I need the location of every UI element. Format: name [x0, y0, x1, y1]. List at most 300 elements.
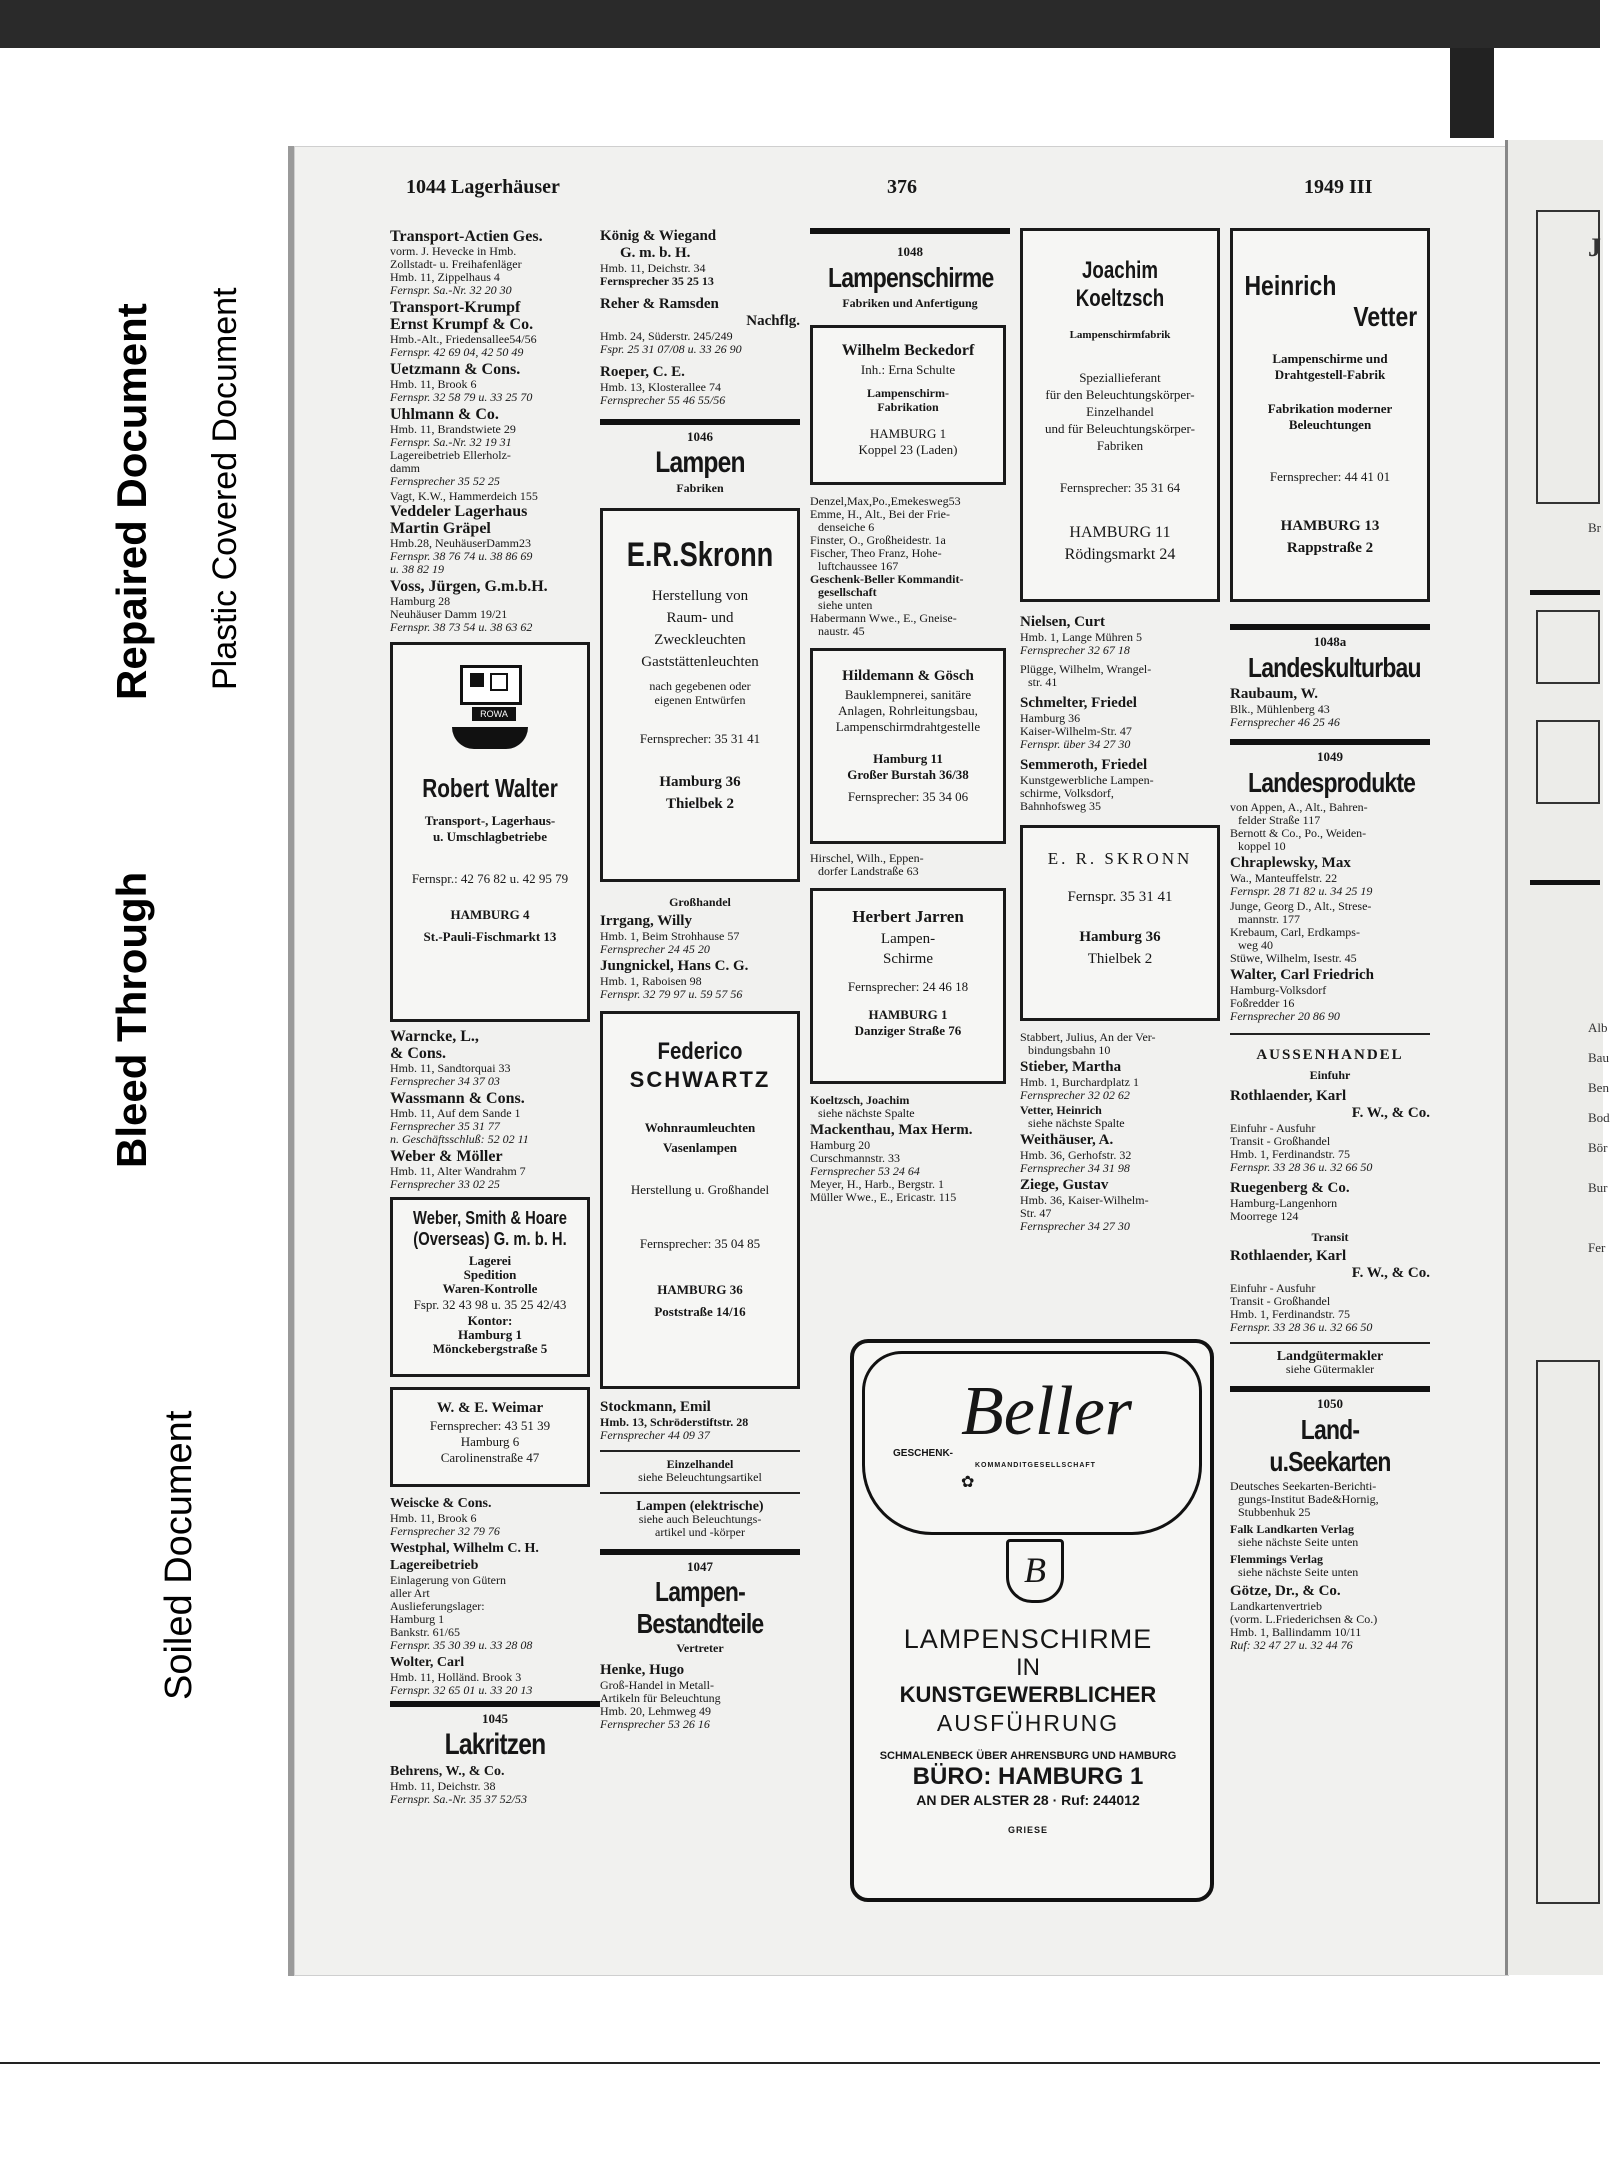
listing-entry: [1230, 855, 1430, 898]
entry-line: Hmb. 11, Alter Wandrahm 7: [390, 1164, 526, 1178]
entry-line: Hmb. 11, Brandstwiete 29: [390, 422, 516, 436]
listing-entry: [600, 228, 800, 288]
side-label-repaired: Repaired Document: [108, 303, 155, 700]
section-rule: [600, 419, 800, 425]
entry-phone: Fernsprecher 55 46 55/56: [600, 393, 726, 407]
side-label-soiled: Soiled Document: [158, 1410, 200, 1700]
ad-hildemann-goesch: [810, 648, 1006, 844]
entry-name: Schmelter, Friedel: [1020, 695, 1137, 711]
entry-phone: Fernspr. 32 65 01 u. 33 20 13: [390, 1683, 533, 1697]
beller-line: BÜRO: HAMBURG 1: [912, 1763, 1144, 1790]
entry-phone: Fernspr. 33 28 36 u. 32 66 50: [1230, 1160, 1373, 1174]
entry-line: Bahnhofsweg 35: [1020, 799, 1101, 813]
adjacent-box: [1536, 1360, 1600, 1904]
entry-phone: Fernsprecher 34 27 30: [1020, 1219, 1130, 1233]
entry-name: Semmeroth, Friedel: [1020, 757, 1148, 773]
ad-herbert-jarren: [810, 888, 1006, 1084]
adjacent-text: Br: [1588, 520, 1601, 535]
column-3: [810, 228, 1010, 1206]
ad-line: eigenen Entwürfen: [654, 693, 746, 707]
header-left: 1044 Lagerhäuser: [406, 176, 560, 198]
side-label-bleed: Bleed Through: [108, 871, 155, 1168]
listing-entry: [1020, 695, 1220, 751]
entry-name: Rothlaender, Karl: [1230, 1248, 1347, 1264]
header-right: 1949 III: [1304, 176, 1373, 198]
entry-line: Hmb. 13, Schröderstiftstr. 28: [600, 1415, 749, 1429]
listing-entry: [810, 1122, 1010, 1204]
entry-phone: Fernsprecher 35 52 25: [390, 474, 500, 488]
ad-line: Bauklempnerei, sanitäre: [844, 687, 972, 702]
entry-name: König & Wiegand: [600, 228, 717, 244]
entry-name: Stieber, Martha: [1020, 1059, 1122, 1075]
section-subtitle: Fabriken und Anfertigung: [842, 296, 978, 310]
ad-phone: Fernsprecher: 35 34 06: [847, 789, 969, 804]
ad-line: Einzelhandel: [1086, 404, 1154, 419]
entry-line: Curschmannstr. 33: [810, 1151, 900, 1165]
entry-name: G. m. b. H.: [620, 245, 691, 261]
entry-name: Behrens, W., & Co.: [390, 1764, 505, 1779]
ad-line: Lampenschirmfabrik: [1069, 329, 1171, 341]
section-number: 1049: [1317, 749, 1343, 764]
ad-line: Beleuchtungen: [1288, 417, 1372, 432]
listing-entry: [390, 503, 600, 576]
subsection-label: Großhandel: [669, 895, 731, 909]
ad-city: Hamburg 11: [873, 751, 943, 766]
entry-line: Hmb. 24, Süderstr. 245/249: [600, 329, 733, 343]
ad-line: Inh.: Erna Schulte: [860, 362, 956, 377]
cross-reference: [1230, 1342, 1430, 1376]
ad-er-skronn: [600, 508, 800, 882]
entry-line: Groß-Handel in Metall-: [600, 1678, 714, 1692]
entry-line: Hmb. 20, Lehmweg 49: [600, 1704, 711, 1718]
entry-line: siehe nächste Spalte: [818, 1106, 915, 1120]
entry-line: mannstr. 177: [1238, 912, 1300, 926]
listing-entry: [390, 1028, 600, 1088]
ad-address: Carolinenstraße 47: [440, 1450, 540, 1465]
ad-city: HAMBURG 1: [869, 426, 947, 441]
entry-phone: Fernsprecher 34 37 03: [390, 1074, 500, 1088]
listing-entry: [1230, 1248, 1430, 1334]
entry-line: Transit - Großhandel: [1230, 1294, 1331, 1308]
listing-entry: [1230, 801, 1430, 853]
entry-phone: Fernsprecher 35 31 77: [390, 1119, 500, 1133]
entry-name: Ernst Krumpf & Co.: [390, 316, 534, 333]
beller-line: KUNSTGEWERBLICHER: [899, 1682, 1157, 1707]
ad-address: St.-Pauli-Fischmarkt 13: [423, 929, 557, 944]
entry-name: Stockmann, Emil: [600, 1399, 711, 1415]
ad-line: Zweckleuchten: [654, 632, 746, 648]
entry-name: Veddeler Lagerhaus: [390, 503, 528, 520]
entry-line: (vorm. L.Friederichsen & Co.): [1230, 1612, 1378, 1626]
section-rule: [1230, 1386, 1430, 1392]
listing-entry: [1230, 967, 1430, 1023]
entry-name: Lagereibetrieb: [390, 1558, 479, 1573]
ad-city: HAMBURG 13: [1280, 518, 1380, 534]
listing-entry: [1230, 1523, 1430, 1549]
entry-line: Hmb. 1, Lange Mühren 5: [1020, 630, 1142, 644]
entry-name: Irrgang, Willy: [600, 913, 692, 929]
entry-phone: Fernsprecher 53 26 16: [600, 1717, 710, 1731]
entry-line: Hmb. 1, Ferdinandstr. 75: [1230, 1147, 1350, 1161]
entry-phone: Fernsprecher 32 67 18: [1020, 643, 1130, 657]
listing-entry: [390, 228, 600, 297]
ad-line: Gaststättenleuchten: [641, 654, 759, 670]
entry-line: denseiche 6: [818, 520, 875, 534]
entry-phone: Ruf: 32 47 27 u. 32 44 76: [1230, 1638, 1353, 1652]
beller-line: SCHMALENBECK ÜBER AHRENSBURG UND HAMBURG: [879, 1750, 1177, 1762]
ad-er-skronn-small: [1020, 825, 1220, 1021]
entry-name: gesellschaft: [818, 585, 877, 599]
listing-entry: [1230, 1480, 1430, 1519]
entry-phone: Fernspr. 33 28 36 u. 32 66 50: [1230, 1320, 1373, 1334]
ad-phone: Fernsprecher: 24 46 18: [847, 979, 969, 994]
beller-logo-text: Beller: [961, 1373, 1133, 1450]
entry-line: Hmb. 11, Zippelhaus 4: [390, 270, 500, 284]
column-2: [600, 228, 800, 1733]
listing-entry: [600, 913, 800, 956]
entry-line: siehe auch Beleuchtungs-: [638, 1512, 762, 1526]
entry-line: Hmb. 11, Auf dem Sande 1: [390, 1106, 521, 1120]
ad-city: Hamburg 36: [659, 774, 741, 790]
directory-page: [288, 146, 1509, 1976]
entry-name: & Cons.: [390, 1045, 447, 1062]
entry-name: Weithäuser, A.: [1020, 1132, 1114, 1148]
section-title: Lampenschirme: [828, 262, 994, 293]
entry-phone: Fernspr. 42 69 04, 42 50 49: [390, 345, 524, 359]
listing-entry: [1020, 1132, 1220, 1175]
ad-title: Robert Walter: [422, 773, 558, 803]
rowa-logo-icon: [452, 665, 528, 755]
ad-address: Thielbek 2: [666, 796, 734, 812]
entry-phone: Fernsprecher 53 24 64: [810, 1164, 920, 1178]
section-rule: [1230, 739, 1430, 745]
listing-entry: [600, 296, 800, 356]
ad-title: Federico: [657, 1038, 743, 1065]
entry-line: Einfuhr - Ausfuhr: [1230, 1281, 1316, 1295]
ad-line: Fabriken: [1096, 438, 1144, 453]
entry-phone: n. Geschäftsschluß: 52 02 11: [390, 1132, 529, 1146]
adjacent-text: Bod: [1588, 1110, 1610, 1125]
adjacent-page: [1505, 140, 1610, 1975]
section-rule: [810, 228, 1010, 234]
listing-entry: [390, 1763, 600, 1806]
section-title: Lakritzen: [444, 1728, 546, 1761]
entry-line: von Appen, A., Alt., Bahren-: [1230, 800, 1368, 814]
ad-address: Thielbek 2: [1087, 951, 1153, 967]
entry-name: Warncke, L.,: [390, 1028, 479, 1045]
beller-logo-frame: [862, 1351, 1202, 1535]
ad-city: Hamburg 6: [460, 1434, 520, 1449]
entry-name: Falk Landkarten Verlag: [1230, 1522, 1355, 1536]
ad-weber-smith-hoare: [390, 1197, 590, 1377]
entry-line: Emme, H., Alt., Bei der Frie-: [810, 507, 950, 521]
ad-line: Wohnraumleuchten: [644, 1120, 756, 1135]
ad-weimar: [390, 1387, 590, 1487]
entry-line: Hamburg 36: [1020, 711, 1081, 725]
beller-text: [854, 1623, 1202, 1835]
entry-line: Transit - Großhandel: [1230, 1134, 1331, 1148]
entry-phone: Fernsprecher 46 25 46: [1230, 715, 1340, 729]
ad-line: und für Beleuchtungskörper-: [1045, 421, 1195, 436]
entry-name: Transport-Krumpf: [390, 299, 521, 316]
cross-reference: [600, 1492, 800, 1539]
subsection-title: AUSSENHANDEL: [1256, 1047, 1404, 1063]
entry-line: Einfuhr - Ausfuhr: [1230, 1121, 1316, 1135]
entry-line: Lagereibetrieb Ellerholz-: [390, 448, 511, 462]
beller-geschenk: GESCHENK-: [893, 1448, 954, 1459]
entry-line: koppel 10: [1238, 839, 1286, 853]
entry-line: Fischer, Theo Franz, Hohe-: [810, 546, 942, 560]
entry-line: Auslieferungslager:: [390, 1599, 485, 1613]
column-1: [390, 228, 600, 1808]
entry-line: siehe nächste Seite unten: [1238, 1565, 1359, 1579]
entry-line: Hmb. 11, Brook 6: [390, 1511, 477, 1525]
entry-line: aller Art: [390, 1586, 430, 1600]
ad-address: Rödingsmarkt 24: [1064, 546, 1176, 563]
adjacent-text: Ben: [1588, 1080, 1609, 1095]
entry-line: damm: [390, 461, 420, 475]
listing-entry: [600, 1662, 800, 1731]
ad-line: Spedition: [463, 1267, 517, 1282]
entry-line: schirme, Volksdorf,: [1020, 786, 1114, 800]
entry-line: Stüwe, Wilhelm, Isestr. 45: [1230, 951, 1357, 965]
ad-city: HAMBURG 11: [1069, 524, 1171, 541]
ad-phone: Fernsprecher: 35 31 64: [1059, 480, 1181, 495]
entry-name: Henke, Hugo: [600, 1662, 685, 1678]
entry-line: Junge, Georg D., Alt., Strese-: [1230, 899, 1372, 913]
subsection-label: Einfuhr: [1309, 1068, 1351, 1082]
binding-strip: [1450, 48, 1494, 138]
logo-text: ROWA: [472, 707, 516, 721]
listing-entry: [390, 578, 600, 634]
entry-name: Ziege, Gustav: [1020, 1177, 1109, 1193]
entry-line: Hmb. 13, Klosterallee 74: [600, 380, 721, 394]
ad-phone: Fernsprecher: 35 31 41: [639, 731, 761, 746]
entry-phone: Fernspr. 32 58 79 u. 33 25 70: [390, 390, 533, 404]
ad-line: Herstellung u. Großhandel: [630, 1182, 770, 1197]
ad-city: HAMBURG 1: [868, 1007, 948, 1022]
entry-line: Hmb.-Alt., Friedensallee54/56: [390, 332, 537, 346]
entry-line: vorm. J. Hevecke in Hmb.: [390, 244, 517, 258]
entry-phone: Fernspr. Sa.-Nr. 32 20 30: [390, 283, 512, 297]
ad-phone: Fernspr.: 42 76 82 u. 42 95 79: [411, 871, 569, 886]
entry-name: Rothlaender, Karl: [1230, 1088, 1347, 1104]
entry-line: Landkartenvertrieb: [1230, 1599, 1322, 1613]
listing-entry: [1020, 1031, 1220, 1057]
entry-line: artikel und -körper: [655, 1525, 745, 1539]
entry-name: Uetzmann & Cons.: [390, 361, 521, 378]
entry-line: Vagt, K.W., Hammerdeich 155: [390, 489, 538, 503]
listing-entry: [1020, 663, 1220, 689]
top-dark-band: [0, 0, 1600, 48]
clover-icon: ✿: [961, 1474, 975, 1491]
ad-title: Wilhelm Beckedorf: [841, 342, 975, 359]
ad-title: Vetter: [1353, 301, 1418, 332]
entry-line: bindungsbahn 10: [1028, 1043, 1111, 1057]
entry-name: Wassmann & Cons.: [390, 1090, 525, 1107]
adjacent-box: [1536, 610, 1600, 684]
beller-line: AUSFÜHRUNG: [936, 1710, 1120, 1736]
entry-line: Blk., Mühlenberg 43: [1230, 702, 1330, 716]
entry-name: Roeper, C. E.: [600, 364, 685, 380]
entry-line: luftchaussee 167: [818, 559, 899, 573]
beller-line: IN: [1016, 1654, 1040, 1681]
ad-line: Lampenschirm-: [867, 386, 949, 400]
entry-phone: Fernspr. Sa.-Nr. 32 19 31: [390, 435, 512, 449]
adjacent-text: Fer: [1588, 1240, 1606, 1255]
entry-phone: Fernsprecher 44 09 37: [600, 1428, 710, 1442]
entry-name: Koeltzsch, Joachim: [810, 1093, 910, 1107]
entry-line: Wa., Manteuffelstr. 22: [1230, 871, 1338, 885]
entry-line: felder Straße 117: [1238, 813, 1321, 827]
ad-federico-schwartz: [600, 1011, 800, 1389]
ad-address: Danziger Straße 76: [854, 1023, 962, 1038]
listing-entry: [390, 406, 600, 488]
ad-line: Drahtgestell-Fabrik: [1274, 367, 1386, 382]
entry-line: Hmb. 1, Raboisen 98: [600, 974, 702, 988]
listing-entry: [810, 495, 1010, 638]
entry-line: Str. 47: [1020, 1206, 1052, 1220]
section-title: Lampen: [655, 446, 745, 479]
entry-line: Foßredder 16: [1230, 996, 1295, 1010]
entry-line: Hmb. 11, Brook 6: [390, 377, 477, 391]
entry-name: Chraplewsky, Max: [1230, 855, 1351, 871]
beller-line: AN DER ALSTER 28 · Ruf: 244012: [916, 1792, 1140, 1808]
page-bottom-edge: [0, 2062, 1600, 2179]
section-subtitle: Fabriken: [676, 481, 724, 495]
entry-line: Hmb. 11, Deichstr. 38: [390, 1779, 496, 1793]
entry-line: Neuhäuser Damm 19/21: [390, 607, 508, 621]
ad-line: Anlagen, Rohrleitungsbau,: [838, 703, 978, 718]
section-subtitle: Vertreter: [676, 1641, 724, 1655]
listing-entry: [390, 1654, 600, 1697]
ad-line: Fabrikation: [877, 400, 939, 414]
entry-line: Hmb. 1, Ballindamm 10/11: [1230, 1625, 1362, 1639]
entry-name: Voss, Jürgen, G.m.b.H.: [390, 578, 548, 595]
entry-line: Krebaum, Carl, Erdkamps-: [1230, 925, 1360, 939]
entry-name: Wolter, Carl: [390, 1655, 465, 1670]
entry-line: Kunstgewerbliche Lampen-: [1020, 773, 1154, 787]
ad-address: Rappstraße 2: [1286, 540, 1374, 556]
entry-name: Geschenk-Beller Kommandit-: [810, 572, 964, 586]
entry-name: Nachflg.: [746, 313, 800, 329]
ad-line: Schirme: [883, 951, 933, 967]
entry-line: weg 40: [1238, 938, 1273, 952]
entry-line: dorfer Landstraße 63: [818, 864, 919, 878]
entry-name: Vetter, Heinrich: [1020, 1103, 1102, 1117]
ad-title: E. R. SKRONN: [1047, 849, 1193, 868]
ad-line: Lampen-: [880, 931, 936, 947]
cross-reference: [600, 1450, 800, 1484]
adjacent-text: Bur: [1588, 1180, 1608, 1195]
ad-phone: Fspr. 32 43 98 u. 35 25 42/43: [413, 1297, 567, 1312]
entry-phone: Fernspr. Sa.-Nr. 35 37 52/53: [390, 1792, 528, 1806]
entry-line: Hmb. 11, Deichstr. 34: [600, 261, 706, 275]
entry-name: Reher & Ramsden: [600, 296, 719, 312]
ad-phone: Fernsprecher: 43 51 39: [429, 1418, 551, 1433]
ad-title: Heinrich: [1244, 270, 1337, 301]
section-number: 1050: [1317, 1396, 1343, 1411]
ad-city: HAMBURG 36: [657, 1282, 743, 1297]
beller-monogram-icon: B: [1006, 1539, 1064, 1603]
entry-line: Hmb. 1, Beim Strohhause 57: [600, 929, 740, 943]
ad-geschenk-beller: [850, 1339, 1214, 1902]
ad-line: Kontor:: [467, 1313, 513, 1328]
entry-line: Hamburg-Langenhorn: [1230, 1196, 1338, 1210]
entry-name: Transport-Actien Ges.: [390, 228, 543, 245]
entry-name: Götze, Dr., & Co.: [1230, 1583, 1341, 1599]
ad-line: Vasenlampen: [663, 1140, 737, 1155]
entry-line: Hmb. 1, Burchardplatz 1: [1020, 1075, 1139, 1089]
entry-line: Hamburg 28: [390, 594, 451, 608]
listing-entry: [390, 361, 600, 404]
listing-entry: [390, 299, 600, 359]
listing-entry: [600, 958, 800, 1001]
ad-title: E.R.Skronn: [626, 536, 774, 574]
entry-phone: Fernsprecher 34 31 98: [1020, 1161, 1130, 1175]
entry-line: siehe nächste Spalte: [1028, 1116, 1125, 1130]
beller-kg: KOMMANDITGESELLSCHAFT: [975, 1462, 1096, 1469]
entry-phone: Fernsprecher 33 02 25: [390, 1177, 500, 1191]
ad-city: HAMBURG 4: [450, 907, 530, 922]
section-title: Land-u.Seekarten: [1269, 1414, 1391, 1477]
ad-title: (Overseas) G. m. b. H.: [413, 1229, 567, 1249]
entry-phone: Fernspr. 38 73 54 u. 38 63 62: [390, 620, 533, 634]
entry-phone: Fernspr. über 34 27 30: [1020, 737, 1131, 751]
adjacent-text: Bör: [1588, 1140, 1608, 1155]
ad-title: SCHWARTZ: [629, 1067, 771, 1092]
entry-line: siehe nächste Seite unten: [1238, 1535, 1359, 1549]
entry-name: Weiscke & Cons.: [390, 1496, 492, 1511]
subsection-label: Transit: [1311, 1230, 1349, 1244]
ad-title: Weber, Smith & Hoare: [413, 1208, 567, 1228]
entry-line: Hirschel, Wilh., Eppen-: [810, 851, 924, 865]
ad-line: für den Beleuchtungskörper-: [1045, 387, 1195, 402]
entry-line: Hmb. 1, Ferdinandstr. 75: [1230, 1307, 1350, 1321]
entry-line: Hmb. 11, Sandtorquai 33: [390, 1061, 511, 1075]
listing-entry: [600, 364, 800, 407]
section-number: 1048: [897, 244, 923, 259]
entry-line: Plügge, Wilhelm, Wrangel-: [1020, 662, 1152, 676]
listing-entry: [1230, 686, 1430, 729]
ad-phone: Fernsprecher: 35 04 85: [639, 1236, 761, 1251]
ad-title: Herbert Jarren: [852, 907, 964, 926]
entry-line: Stubbenhuk 25: [1238, 1505, 1311, 1519]
adjacent-rule: [1530, 880, 1600, 885]
ad-robert-walter: [390, 642, 590, 1022]
entry-line: Stabbert, Julius, An der Ver-: [1020, 1030, 1156, 1044]
ad-line: Lampenschirmdrahtgestelle: [835, 719, 981, 734]
entry-name: Westphal, Wilhelm C. H.: [390, 1541, 539, 1556]
entry-line: Bernott & Co., Po., Weiden-: [1230, 826, 1367, 840]
ad-wilhelm-beckedorf: [810, 325, 1006, 485]
section-rule: [390, 1701, 600, 1707]
listing-entry: [1230, 1180, 1430, 1223]
listing-entry: [810, 852, 1010, 878]
ad-heinrich-vetter: [1230, 228, 1430, 602]
ad-line: Lampenschirme und: [1272, 351, 1388, 366]
entry-line: Hmb.28, NeuhäuserDamm23: [390, 536, 531, 550]
entry-line: Artikeln für Beleuchtung: [600, 1691, 721, 1705]
entry-name: Einzelhandel: [666, 1457, 734, 1471]
header-page-number: 376: [887, 176, 917, 198]
adjacent-rule: [1530, 590, 1600, 595]
ad-city: Hamburg 1: [458, 1327, 522, 1342]
entry-name: Uhlmann & Co.: [390, 406, 499, 423]
ad-title: Hildemann & Gösch: [842, 668, 974, 684]
section-number: 1045: [482, 1711, 508, 1726]
section-title: Landeskulturbau: [1248, 652, 1421, 683]
